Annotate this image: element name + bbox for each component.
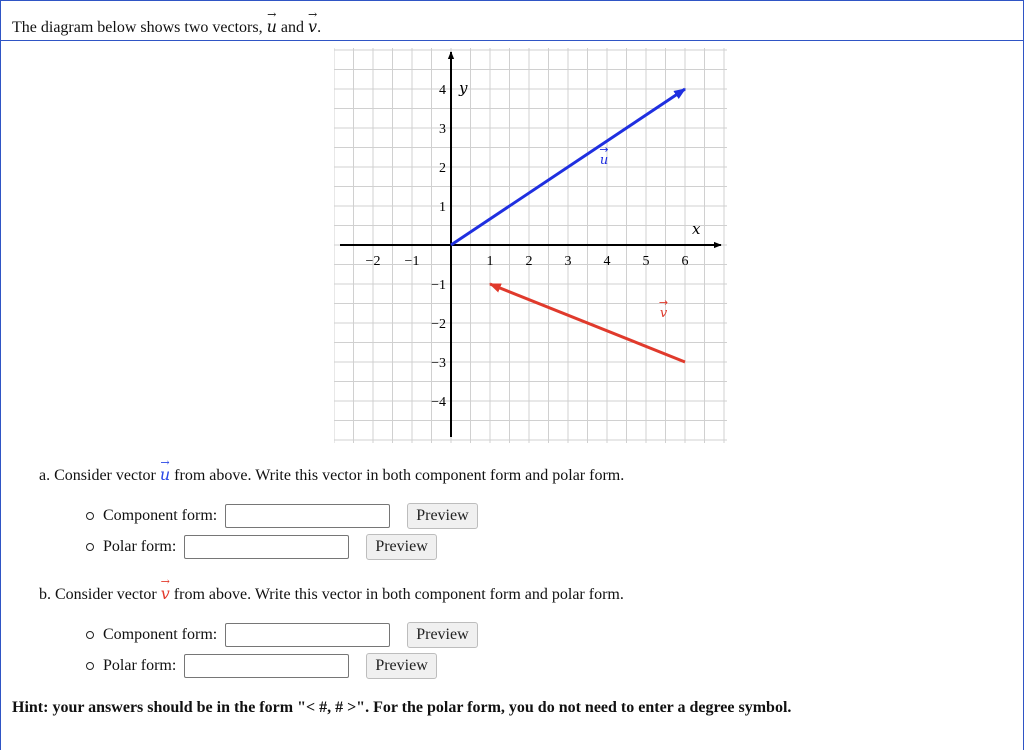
component-form-label-b: Component form: [103, 626, 218, 643]
x-tick-label: 4 [603, 254, 611, 269]
x-tick-label: 5 [642, 254, 650, 269]
question-a [39, 461, 624, 485]
question-b-prefix: b. Consider vector [39, 586, 161, 603]
x-tick-label: −1 [404, 254, 420, 269]
y-tick-label: −1 [431, 278, 446, 293]
x-tick-label: −2 [365, 254, 381, 269]
vector-u-symbol: → u [267, 13, 277, 36]
component-form-input-b[interactable] [225, 623, 390, 647]
hint-text: Hint: your answers should be in the form "< #, # >". For the polar form, you do not need to enter a degree symbol. [12, 699, 792, 716]
bullet-icon [86, 631, 94, 639]
intro-and: and [276, 19, 309, 36]
polar-form-label-a: Polar form: [103, 538, 177, 555]
y-tick-label: −4 [431, 395, 446, 410]
question-a-vector-symbol: → u [160, 461, 170, 484]
intro-prefix: The diagram below shows two vectors, [12, 19, 267, 36]
preview-button-a-polar[interactable]: Preview [366, 534, 436, 560]
x-tick-label: 6 [681, 254, 689, 269]
vector-u-label: u [599, 153, 609, 168]
answer-row-a-component [86, 503, 478, 529]
polar-form-input-b[interactable] [184, 654, 349, 678]
vector-u-arrow-icon: → [599, 143, 609, 156]
vector-v-arrow-icon: → [658, 296, 669, 309]
x-tick-label: 2 [525, 254, 533, 269]
y-tick-label: 3 [439, 122, 446, 137]
question-a-suffix: from above. Write this vector in both component form and polar form. [170, 467, 625, 484]
answer-row-b-component [86, 622, 478, 648]
y-tick-label: −2 [431, 317, 446, 332]
y-tick-label: 4 [439, 83, 446, 98]
y-tick-label: 2 [439, 161, 446, 176]
x-tick-label: 1 [486, 254, 494, 269]
polar-form-input-a[interactable] [184, 535, 349, 559]
problem-intro [12, 13, 321, 37]
preview-button-b-component[interactable]: Preview [407, 622, 477, 648]
bullet-icon [86, 512, 94, 520]
vector-v-symbol: → v [308, 13, 317, 36]
component-form-input-a[interactable] [225, 504, 390, 528]
x-tick-label: 3 [564, 254, 572, 269]
question-b-suffix: from above. Write this vector in both component form and polar form. [169, 586, 624, 603]
answer-row-b-polar [86, 653, 437, 679]
preview-button-a-component[interactable]: Preview [407, 503, 477, 529]
answer-row-a-polar [86, 534, 437, 560]
bullet-icon [86, 662, 94, 670]
question-b-vector-symbol: → v [161, 580, 170, 603]
vector-v-label: v [659, 306, 668, 321]
bullet-icon [86, 543, 94, 551]
y-axis-label: y [459, 79, 468, 97]
polar-form-label-b: Polar form: [103, 657, 177, 674]
question-a-prefix: a. Consider vector [39, 467, 160, 484]
intro-suffix: . [317, 19, 322, 36]
y-tick-label: −3 [431, 356, 446, 371]
x-axis-label: x [692, 220, 701, 238]
y-tick-label: 1 [439, 200, 446, 215]
question-b [39, 580, 624, 604]
component-form-label-a: Component form: [103, 507, 218, 524]
preview-button-b-polar[interactable]: Preview [366, 653, 436, 679]
header-divider [1, 40, 1023, 41]
vector-graph [334, 48, 727, 443]
